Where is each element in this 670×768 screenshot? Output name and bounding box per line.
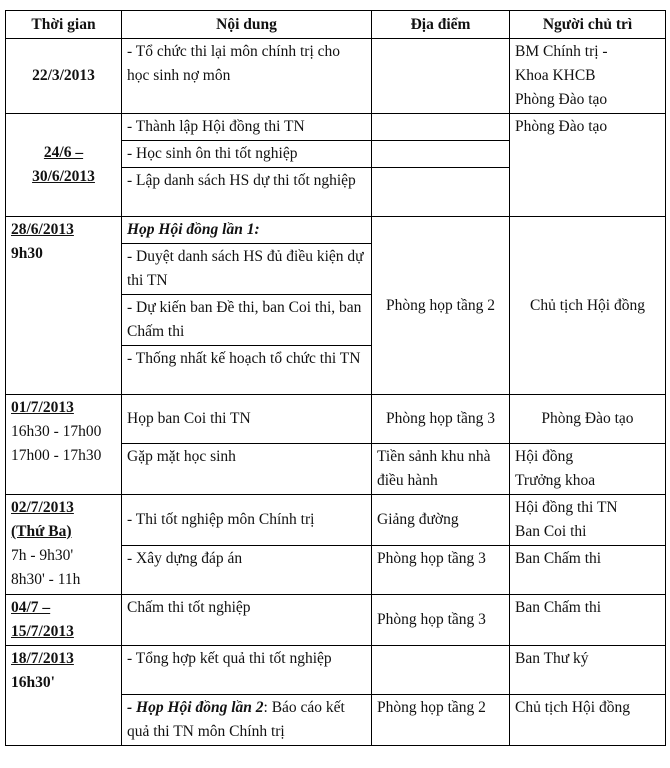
content-cell: - Duyệt danh sách HS đủ điều kiện dự thi TN — [122, 244, 372, 295]
content-cell: - Thành lập Hội đồng thi TN — [122, 114, 372, 141]
host-line: Trưởng khoa — [515, 472, 596, 489]
host-cell: Phòng Đào tạo — [510, 395, 666, 444]
host-cell: Chủ tịch Hội đồng — [510, 217, 666, 395]
date-cell — [6, 39, 122, 114]
date-text: 01/7/2013 — [11, 399, 74, 416]
host-cell — [510, 39, 666, 114]
content-cell: - Lập danh sách HS dự thi tốt nghiệp — [122, 168, 372, 217]
time-text: 9h30 — [11, 245, 43, 262]
host-cell: Ban Thư ký — [510, 646, 666, 695]
content-heading: Họp Hội đồng lần 1: — [122, 217, 372, 244]
date-cell — [6, 114, 122, 217]
host-line: Ban Coi thi — [515, 523, 587, 540]
date-text: 04/7 – — [11, 599, 51, 616]
content-cell: Chấm thi tốt nghiệp — [122, 595, 372, 646]
location-cell — [372, 114, 510, 141]
host-cell: Phòng Đào tạo — [510, 114, 666, 217]
content-cell: - Xây dựng đáp án — [122, 546, 372, 595]
date-cell — [6, 595, 122, 646]
host-line: Phòng Đào tạo — [515, 91, 608, 108]
content-cell — [122, 695, 372, 746]
host-cell — [510, 495, 666, 546]
content-cell: - Học sinh ôn thi tốt nghiệp — [122, 141, 372, 168]
content-cell: - Tổng hợp kết quả thi tốt nghiệp — [122, 646, 372, 695]
location-cell — [372, 39, 510, 114]
date-text: 30/6/2013 — [32, 168, 95, 185]
meeting-title: - Họp Hội đồng lần 2 — [127, 699, 264, 716]
date-text: 28/6/2013 — [11, 221, 74, 238]
header-location: Địa điểm — [372, 11, 510, 39]
location-cell: Giảng đường — [372, 495, 510, 546]
content-cell: Họp ban Coi thi TN — [122, 395, 372, 444]
content-cell: - Tổ chức thi lại môn chính trị cho học sinh nợ môn — [122, 39, 372, 114]
time-text: 16h30 - 17h00 — [11, 423, 102, 440]
content-cell: - Thống nhất kế hoạch tổ chức thi TN — [122, 346, 372, 395]
weekday-text: (Thứ Ba) — [11, 523, 72, 540]
content-cell: - Dự kiến ban Đề thi, ban Coi thi, ban Chấm thi — [122, 295, 372, 346]
date-text: 18/7/2013 — [11, 650, 74, 667]
host-line: Khoa KHCB — [515, 67, 596, 84]
host-cell: Ban Chấm thi — [510, 546, 666, 595]
location-cell: Phòng họp tầng 3 — [372, 595, 510, 646]
location-cell — [372, 646, 510, 695]
host-cell: Chủ tịch Hội đồng — [510, 695, 666, 746]
host-line: Hội đồng — [515, 448, 574, 465]
host-cell: Ban Chấm thi — [510, 595, 666, 646]
host-line: BM Chính trị - — [515, 43, 608, 60]
location-cell: Phòng họp tầng 3 — [372, 546, 510, 595]
table-row — [6, 646, 666, 695]
date-text: 22/3/2013 — [32, 67, 95, 84]
location-cell: Tiền sảnh khu nhà điều hành — [372, 444, 510, 495]
location-cell — [372, 141, 510, 168]
host-cell — [510, 444, 666, 495]
time-text: 16h30' — [11, 674, 55, 691]
header-host: Người chủ trì — [510, 11, 666, 39]
table-row — [6, 39, 666, 114]
content-cell: - Thi tốt nghiệp môn Chính trị — [122, 495, 372, 546]
header-row — [6, 11, 666, 39]
schedule-table — [5, 10, 666, 746]
header-content: Nội dung — [122, 11, 372, 39]
location-cell: Phòng họp tầng 3 — [372, 395, 510, 444]
table-row — [6, 217, 666, 244]
time-text: 17h00 - 17h30 — [11, 447, 102, 464]
date-cell — [6, 495, 122, 595]
time-text: 7h - 9h30' — [11, 547, 74, 564]
date-cell — [6, 217, 122, 395]
meeting-detail: : Báo cáo kết quả thi TN môn Chính trị — [127, 699, 345, 740]
table-row — [6, 395, 666, 444]
location-cell — [372, 168, 510, 217]
date-cell — [6, 395, 122, 495]
host-line: Hội đồng thi TN — [515, 499, 618, 516]
table-row — [6, 595, 666, 646]
date-cell — [6, 646, 122, 746]
content-cell: Gặp mặt học sinh — [122, 444, 372, 495]
date-text: 24/6 – — [43, 144, 84, 161]
time-text: 8h30' - 11h — [11, 571, 81, 588]
header-time: Thời gian — [6, 11, 122, 39]
location-cell: Phòng họp tầng 2 — [372, 695, 510, 746]
table-row — [6, 114, 666, 141]
table-row — [6, 495, 666, 546]
date-text: 02/7/2013 — [11, 499, 74, 516]
date-text: 15/7/2013 — [11, 623, 74, 640]
location-cell: Phòng họp tầng 2 — [372, 217, 510, 395]
